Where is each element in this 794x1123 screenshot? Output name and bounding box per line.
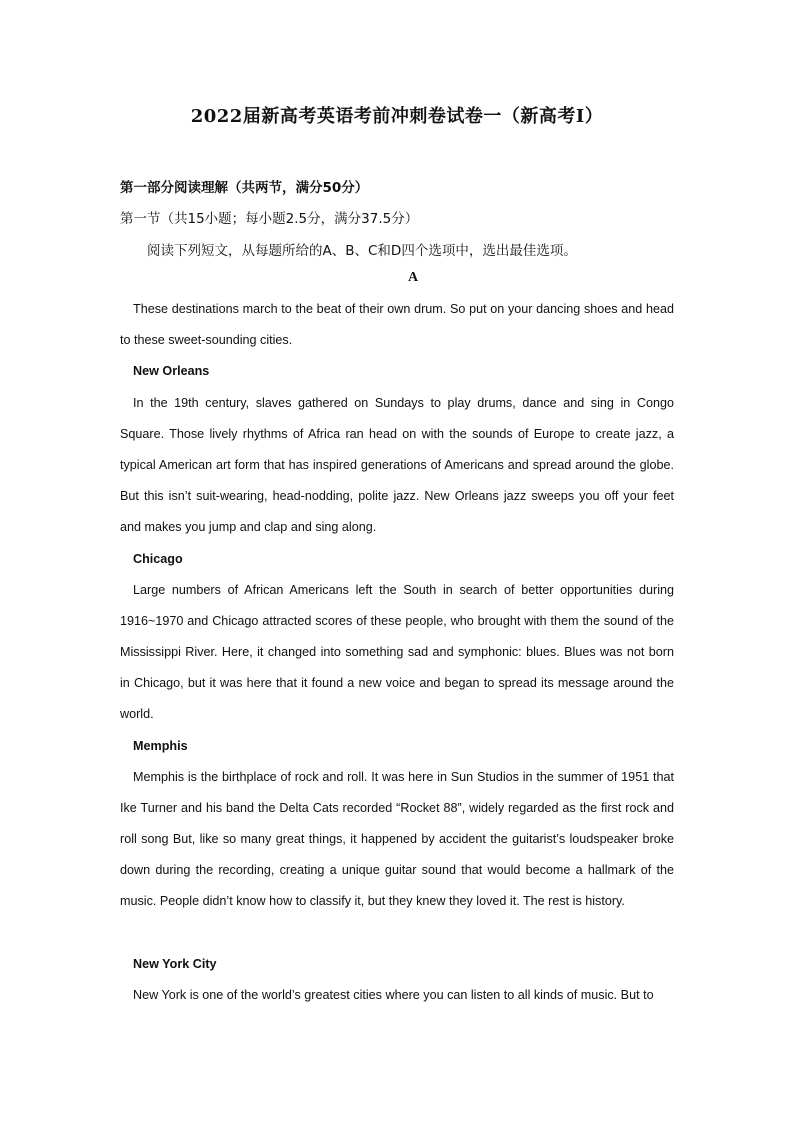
section-heading-chicago: Chicago xyxy=(133,552,183,566)
section-text-new-orleans: In the 19th century, slaves gathered on Sundays to play drums, dance and sing in Congo Square. Those lively rhythms of Africa ran head on with the sounds of Europe to create jazz, a typical American art form that has inspired generations of Americans and spread around the globe. But this isn’t suit-wearing, head-nodding, polite jazz. New Orleans jazz sweeps you off your feet and makes you jump and clap and sing along. xyxy=(120,396,674,534)
passage-intro: These destinations march to the beat of their own drum. So put on your dancing shoes and head to these sweet-sounding cities. xyxy=(120,302,674,347)
section-text-chicago: Large numbers of African Americans left the South in search of better opportunities during 1916~1970 and Chicago attracted scores of these people, who brought with them the sound of the Mississippi River. Here, it changed into something sad and symphonic: blues. Blues was not born in Chicago, but it was here that it found a new voice and began to spread its message around the world. xyxy=(120,583,674,721)
document-title: 2022届新高考英语考前冲刺卷试卷一（新高考Ⅰ） xyxy=(190,106,604,127)
section-text-memphis: Memphis is the birthplace of rock and roll. It was here in Sun Studios in the summer of 1951 that Ike Turner and his band the Delta Cats recorded “Rocket 88”, widely regarded as the first rock and roll song But, like so many great things, it happened by accident the guitarist’s loudspeaker broke down during the recording, creating a unique guitar sound that would become a hallmark of the music. People didn’t know how to classify it, but they knew they loved it. The rest is history. xyxy=(120,770,674,908)
instruction-text: 阅读下列短文，从每题所给的A、B、C和D四个选项中，选出最佳选项。 xyxy=(147,243,577,259)
part-heading: 第一部分阅读理解（共两节，满分50分） xyxy=(120,180,369,196)
section-text-new-york-city: New York is one of the world’s greatest cities where you can listen to all kinds of music. But to xyxy=(133,988,654,1002)
passage-letter: A xyxy=(407,270,419,285)
section-heading-memphis: Memphis xyxy=(133,739,188,753)
section-heading-new-york-city: New York City xyxy=(133,957,217,971)
section-heading: 第一节（共15小题；每小题2.5分，满分37.5分） xyxy=(120,211,419,227)
section-heading-new-orleans: New Orleans xyxy=(133,364,210,378)
